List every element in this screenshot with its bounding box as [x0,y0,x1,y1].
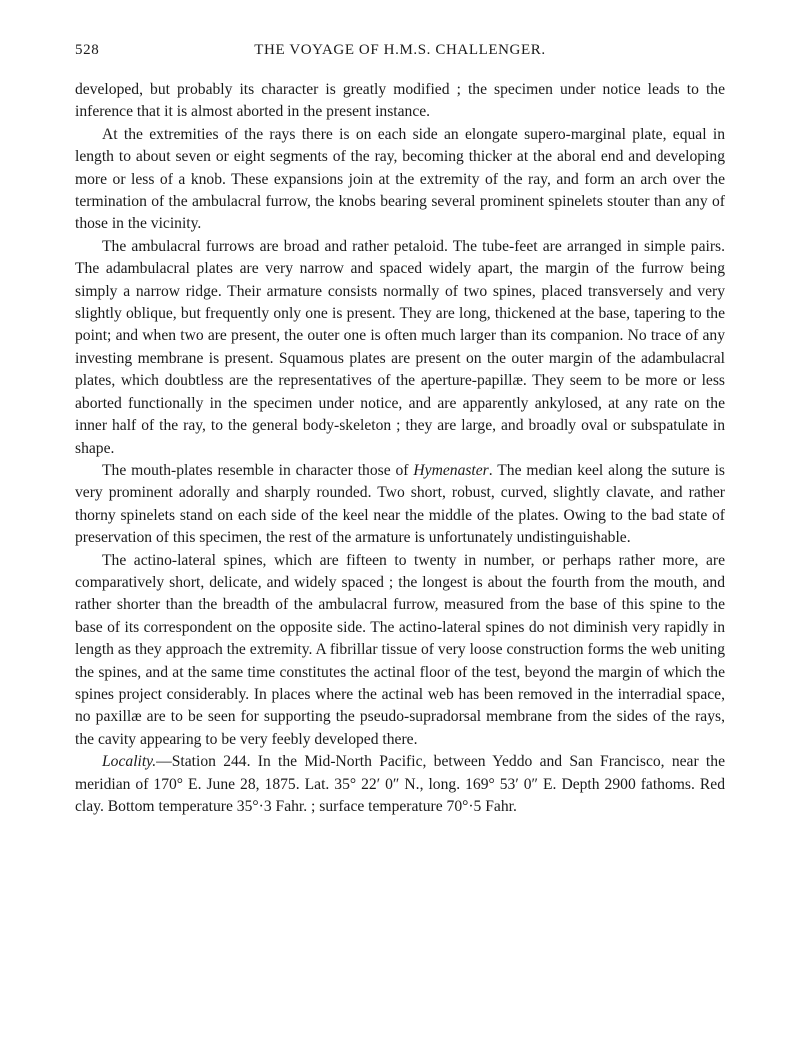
page-number: 528 [75,42,100,58]
running-head [75,42,725,64]
paragraph-actino-lateral-spines: The actino-lateral spines, which are fifteen to twenty in number, or perhaps rather more, are comparatively short, delicate, and widely spaced ; the longest is about the fourth from the mouth, and rather shorter than the breadth of the ambulacral furrow, measured from the base of this spine to the base of its correspondent on the opposite side. The actino-lateral spines do not diminish very rapidly in length as they approach the extremity. A fibrillar tissue of very loose construction forms the web uniting the spines, and at the same time constitutes the actinal floor of the test, beyond the margin of which the spines project considerably. In places where the actinal web has been removed in the interradial space, no paxillæ are to be seen for supporting the pseudo-supradorsal membrane from the sides of the rays, the cavity appearing to be very feebly developed there. [75,551,725,748]
paragraph-supero-marginal-plates: At the extremities of the rays there is on each side an elongate supero-marginal plate, equal in length to about seven or eight segments of the ray, becoming thicker at the aboral end and developing more or less of a knob. These expansions join at the extremity of the ray, and form an arch over the termination of the ambulacral furrow, the knobs bearing several prominent spinelets stouter than any of those in the vicinity. [75,125,725,233]
locality-label: Locality. [102,753,157,771]
locality-text: —Station 244. In the Mid-North Pacific, between Yeddo and San Francisco, near the meridian of 170° E. June 28, 1875. Lat. 35° 22′ 0″ N., long. 169° 53′ 0″ E. Depth 2900 fathoms. Red clay. Bottom temperature 35°·3 Fahr. ; surface temperature 70°·5 Fahr. [75,753,725,815]
paragraph-ambulacral-furrows: The ambulacral furrows are broad and rather petaloid. The tube-feet are arranged in simple pairs. The adambulacral plates are very narrow and spaced widely apart, the margin of the furrow being simply a narrow ridge. Their armature consists normally of two spines, placed transversely and very slightly oblique, but frequently only one is present. They are long, thickened at the base, tapering to the point; and when two are present, the outer one is often much larger than its companion. No trace of any investing membrane is present. Squamous plates are present on the outer margin of the adambulacral plates, which doubtless are the representatives of the aperture-papillæ. They seem to be more or less aborted functionally in the specimen under notice, and are apparently ankylosed, at any rate on the inner half of the ray, to the general body-skeleton ; they are large, and broadly oval or subspatulate in shape. [75,237,725,457]
paragraph-mouth-plates [75,460,725,550]
body-text [75,79,725,818]
mouth-plates-text-start: The mouth-plates resemble in character those of [102,461,414,479]
genus-name: Hymenaster [413,461,489,479]
paragraph-locality [75,751,725,818]
mouth-plates-text-end: . The median keel along the suture is very prominent adorally and sharply rounded. Two short, robust, curved, slightly clavate, and rather thorny spinelets stand on each side of the keel near the middle of the plates. Owing to the bad state of preservation of this specimen, the rest of the armature is unfortunately undistinguishable. [75,461,725,547]
paragraph-continued: developed, but probably its character is greatly modified ; the specimen under notice leads to the inference that it is almost aborted in the present instance. [75,81,725,121]
running-head-title: THE VOYAGE OF H.M.S. CHALLENGER. [254,42,546,58]
document-page [75,42,725,818]
